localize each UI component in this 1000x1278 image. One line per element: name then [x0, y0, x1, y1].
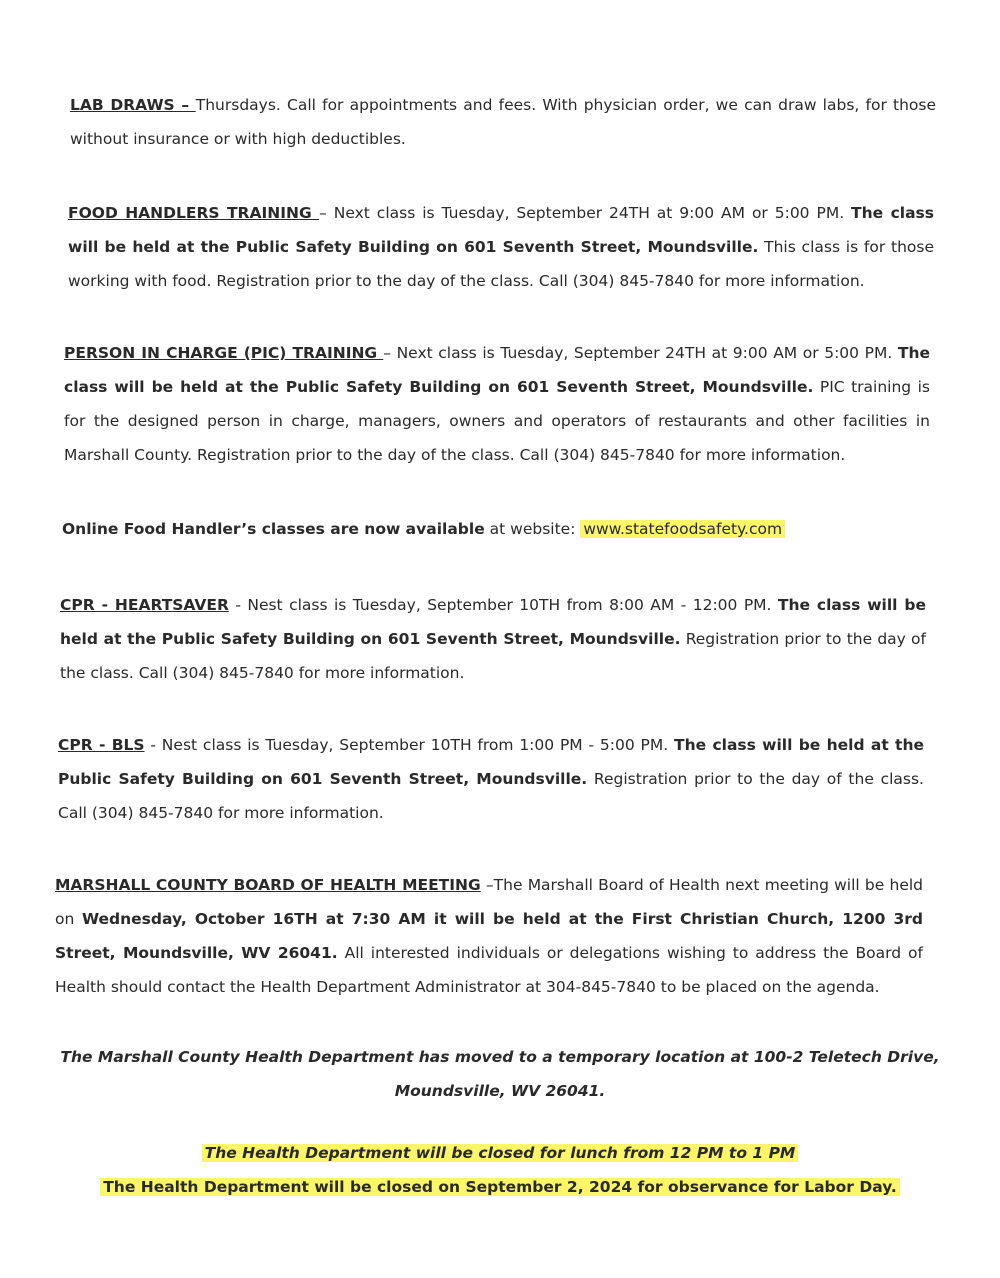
- food-handlers-intro: – Next class is Tuesday, September 24TH at 9:00 AM or 5:00 PM.: [319, 204, 852, 222]
- lunch-closure-notice: The Health Department will be closed for lunch from 12 PM to 1 PM: [202, 1144, 799, 1162]
- board-meeting-text: All interested individuals or delegations wishing to address the Board of Health should contact the Health Department Administrator at 304-845-7840 to be placed on the agenda.: [55, 944, 924, 996]
- relocation-notice: [60, 1040, 940, 1108]
- pic-training-intro: – Next class is Tuesday, September 24TH at 9:00 AM or 5:00 PM.: [383, 344, 898, 362]
- cpr-bls-heading: CPR - BLS: [58, 736, 145, 754]
- pic-training-location: The class will be held at the Public Safety Building on 601 Seventh Street, Moundsville.: [64, 344, 930, 396]
- holiday-closure-notice: The Health Department will be closed on September 2, 2024 for observance for Labor Day.: [100, 1178, 900, 1196]
- board-meeting-details: Wednesday, October 16TH at 7:30 AM it will be held at the First Christian Church, 1200 3rd Street, Moundsville, WV 26041.: [55, 910, 923, 962]
- cpr-heartsaver-text: Registration prior to the day of the class. Call (304) 845-7840 for more information.: [60, 630, 926, 682]
- cpr-bls-text: Registration prior to the day of the class. Call (304) 845-7840 for more information.: [58, 770, 924, 822]
- lab-draws-heading: LAB DRAWS –: [70, 96, 196, 114]
- pic-training-heading: PERSON IN CHARGE (PIC) TRAINING: [64, 344, 384, 362]
- cpr-heartsaver-section: [60, 588, 926, 690]
- lab-draws-text: Thursdays. Call for appointments and fees. With physician order, we can draw labs, for those without insurance or with high deductibles.: [70, 96, 936, 148]
- online-classes-section: [62, 512, 928, 546]
- closure-notices: [60, 1136, 940, 1204]
- website-link[interactable]: www.statefoodsafety.com: [580, 520, 785, 538]
- board-meeting-section: [55, 868, 923, 1004]
- cpr-bls-section: [58, 728, 924, 830]
- pic-training-section: [64, 336, 930, 472]
- cpr-bls-intro: - Nest class is Tuesday, September 10TH from 1:00 PM - 5:00 PM.: [144, 736, 675, 754]
- cpr-heartsaver-heading: CPR - HEARTSAVER: [60, 596, 229, 614]
- board-meeting-heading: MARSHALL COUNTY BOARD OF HEALTH MEETING: [55, 876, 481, 894]
- cpr-bls-location: The class will be held at the Public Safety Building on 601 Seventh Street, Moundsville.: [58, 736, 924, 788]
- lab-draws-section: [70, 88, 936, 156]
- relocation-line-1: The Marshall County Health Department has moved to a temporary location at 100-2 Teletech Drive,: [60, 1048, 940, 1066]
- food-handlers-location: The class will be held at the Public Safety Building on 601 Seventh Street, Moundsville.: [68, 204, 934, 256]
- online-classes-bold: Online Food Handler’s classes are now available: [62, 520, 485, 538]
- food-handlers-heading: FOOD HANDLERS TRAINING: [68, 204, 320, 222]
- pic-training-text: PIC training is for the designed person in charge, managers, owners and operators of restaurants and other facilities in Marshall County. Registration prior to the day of the class. Call (304) 845-7840 for more information.: [64, 378, 930, 464]
- board-meeting-intro: –The Marshall Board of Health next meeting will be held on: [55, 876, 923, 928]
- food-handlers-section: [68, 196, 934, 298]
- relocation-line-2: Moundsville, WV 26041.: [394, 1082, 606, 1100]
- food-handlers-text: This class is for those working with food. Registration prior to the day of the class. Call (304) 845-7840 for more information.: [68, 238, 934, 290]
- online-classes-text: at website:: [484, 520, 581, 538]
- cpr-heartsaver-intro: - Nest class is Tuesday, September 10TH from 8:00 AM - 12:00 PM.: [228, 596, 778, 614]
- cpr-heartsaver-location: The class will be held at the Public Safety Building on 601 Seventh Street, Moundsville.: [60, 596, 926, 648]
